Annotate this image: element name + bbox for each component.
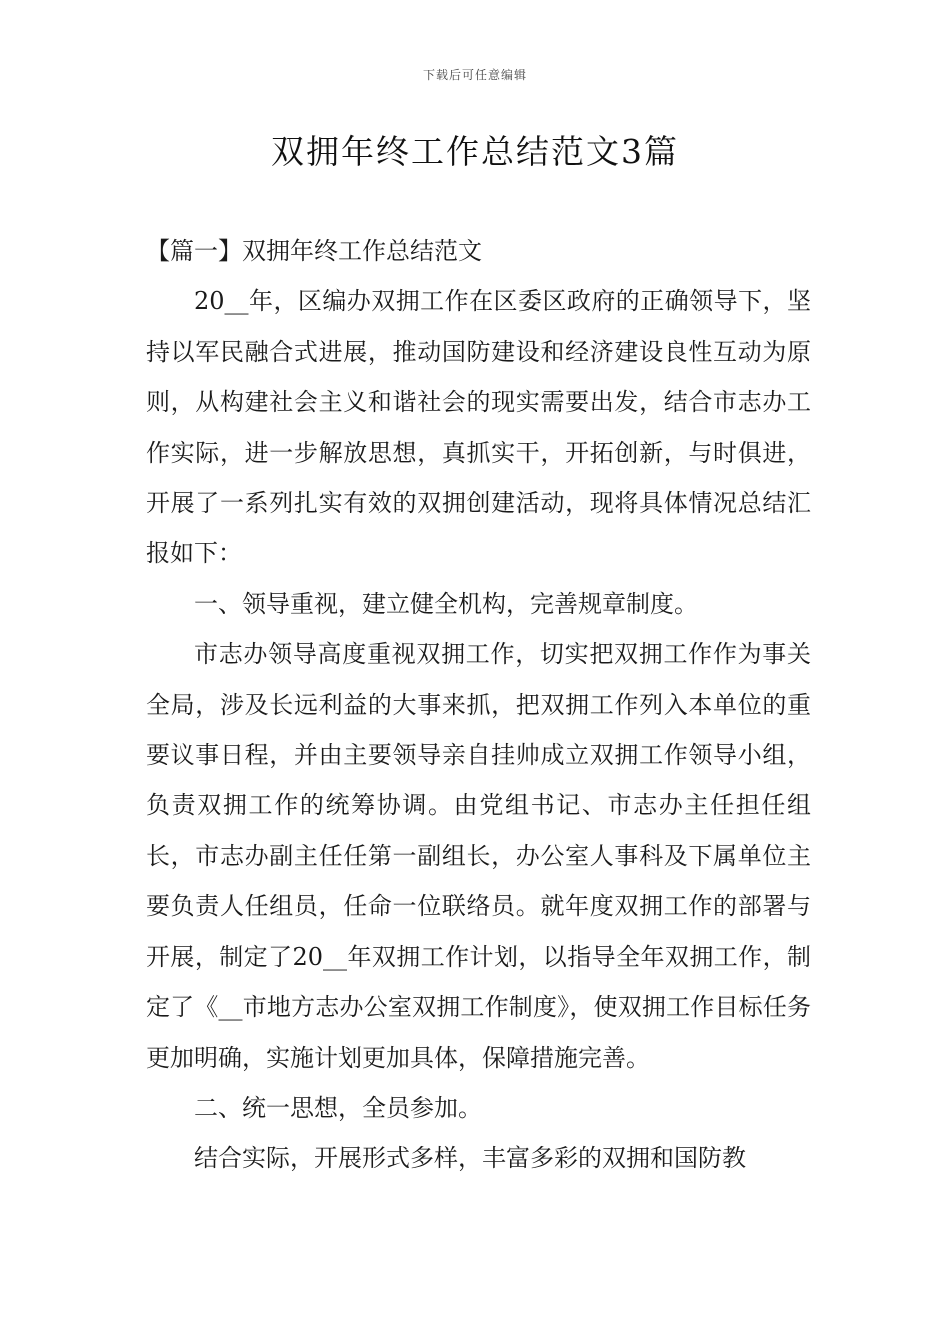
paragraph-body-1: 市志办领导高度重视双拥工作，切实把双拥工作作为事关全局，涉及长远利益的大事来抓，把双拥工作列入本单位的重要议事日程，并由主要领导亲自挂帅成立双拥工作领导小组，负责双拥工作的统筹协调。由党组书记、市志办主任担任组长，市志办副主任任第一副组长，办公室人事科及下属单位主要负责人任组员，任命一位联络员。就年度双拥工作的部署与开展，制定了20__年双拥工作计划，以指导全年双拥工作，制定了《__市地方志办公室双拥工作制度》，使双拥工作目标任务更加明确，实施计划更加具体，保障措施完善。 [146, 640, 811, 1072]
document-title: 双拥年终工作总结范文3篇 [271, 132, 679, 171]
paragraph-heading-1: 一、领导重视，建立健全机构，完善规章制度。 [194, 589, 698, 618]
document-body [146, 226, 811, 1184]
paragraph-intro: 20__年，区编办双拥工作在区委区政府的正确领导下，坚持以军民融合式进展，推动国防建设和经济建设良性互动为原则，从构建社会主义和谐社会的现实需要出发，结合市志办工作实际，进一步解放思想，真抓实干，开拓创新，与时俱进，开展了一系列扎实有效的双拥创建活动，现将具体情况总结汇报如下： [146, 287, 811, 568]
paragraph-body-2: 结合实际，开展形式多样，丰富多彩的双拥和国防教 [194, 1144, 746, 1173]
section-heading: 【篇一】双拥年终工作总结范文 [146, 237, 482, 265]
header-note: 下载后可任意编辑 [422, 68, 527, 82]
paragraph-heading-2: 二、统一思想，全员参加。 [194, 1093, 482, 1122]
